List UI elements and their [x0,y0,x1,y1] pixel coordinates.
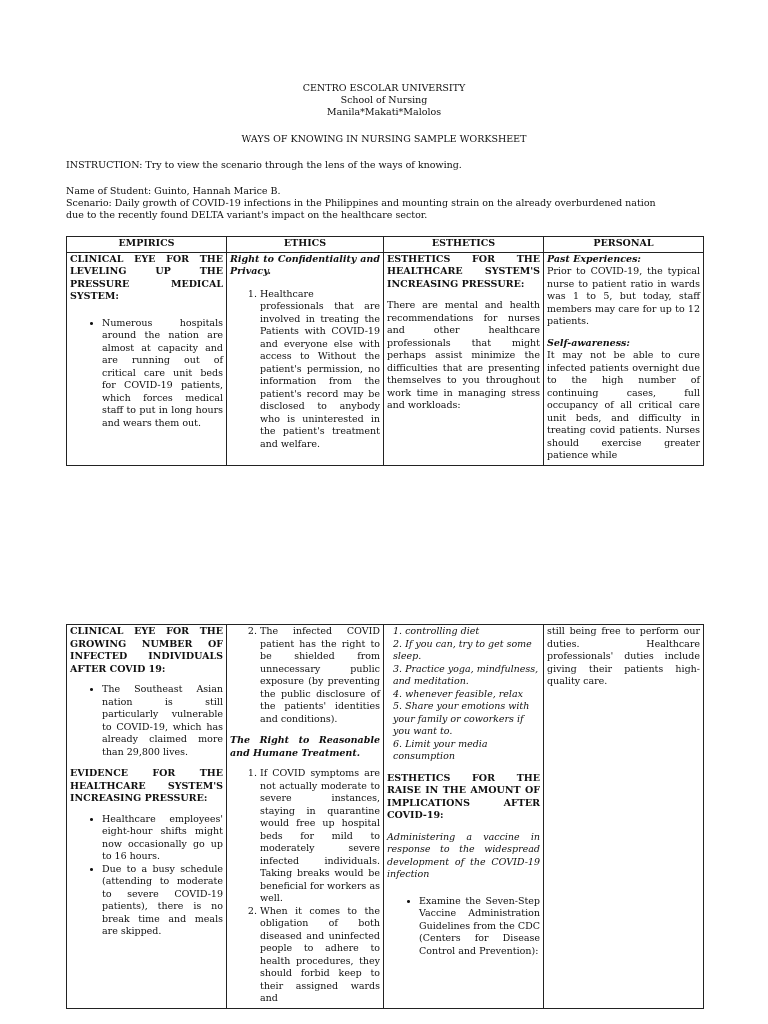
table-row [67,252,704,465]
past-experiences-heading: Past Experiences: [547,253,641,265]
list-item: 3. Practice yoga, mindfulness, and meditation. [393,663,539,687]
personal-continued-body: still being free to perform our duties. Healthcare professionals' duties include giving their patients high-quality care. [547,626,700,687]
self-awareness-heading: Self-awareness: [547,337,630,349]
scenario-line-1: Scenario: Daily growth of COVID-19 infections in the Philippines and mounting strain on the already overburdened nation [66,198,656,209]
self-awareness-body: It may not be able to cure infected patients overnight due to the high number of continuing cases, full occupancy of all critical care unit beds, and difficulty in treating covid patients. Nurses should exercise greater patience while [547,350,700,461]
list-item: 4. whenever feasible, relax [393,688,523,700]
scenario-line-2: due to the recently found DELTA variant's impact on the healthcare sector. [66,210,428,221]
ethics-subitem-2: 2. When it comes to the obligation of both diseased and uninfected people to adhere to health procedures, they should forbid keep to their assigned wards and [260,906,380,1006]
stress-tips-list [387,626,540,764]
list-item: 1. controlling diet [393,626,480,637]
university-name: CENTRO ESCOLAR UNIVERSITY [302,83,466,94]
empirics-bullet: • Numerous hospitals around the nation are almost at capacity and are running out of critical care unit beds for COVID-19 patients, which forces medical staff to put in long hours and wears them out. [102,318,223,431]
column-header-personal: PERSONAL [544,237,704,253]
document-header [0,83,768,119]
empirics-heading: CLINICAL EYE FOR THE LEVELING UP THE PRESSURE MEDICAL SYSTEM: [70,253,223,302]
table-header-row [67,237,704,253]
esthetics-heading: ESTHETICS FOR THE HEALTHCARE SYSTEM'S INCREASING PRESSURE: [387,253,540,290]
ethics-item-1: 1. Healthcare professionals that are involved in treating the Patients with COVID-19 and everyone else with access to Without the patient's permission, no information from the patient's record may be disclosed to anybody who is uninterested in the patient's treatment and welfare. [260,289,380,452]
esthetics-heading-implications: ESTHETICS FOR THE RAISE IN THE AMOUNT OF IMPLICATIONS AFTER COVID-19: [387,772,540,821]
column-header-esthetics: ESTHETICS [384,237,544,253]
empirics-heading-pressure: EVIDENCE FOR THE HEALTHCARE SYSTEM'S INCREASING PRESSURE: [70,768,223,804]
empirics-bullet-vulnerable: • The Southeast Asian nation is still particularly vulnerable to COVID-19, which has already claimed more than 29,800 lives. [102,684,223,759]
column-header-empirics: EMPIRICS [67,237,227,253]
ethics-cell [227,252,384,465]
empirics-bullet-schedule: • Due to a busy schedule (attending to moderate to severe COVID-19 patients), there is no break time and meals are skipped. [102,864,223,939]
column-header-ethics: ETHICS [227,237,384,253]
past-experiences-body: Prior to COVID-19, the typical nurse to patient ratio in wards was 1 to 5, but today, staff members may care for up to 12 patients. [547,266,700,327]
student-name: Name of Student: Guinto, Hannah Marice B. [66,186,281,197]
esthetics-cell [384,252,544,465]
school-name: School of Nursing [340,95,428,106]
instruction-text: INSTRUCTION: Try to view the scenario through the lens of the ways of knowing. [66,160,462,171]
empirics-cell [67,625,227,1009]
ethics-cell [227,625,384,1009]
worksheet-table-bottom [66,624,704,1009]
ethics-item-2: 2. The infected COVID patient has the right to be shielded from unnecessary public exposure (by preventing the public disclosure of the patients' identities and conditions). [260,626,380,726]
worksheet-title: WAYS OF KNOWING IN NURSING SAMPLE WORKSHEET [241,134,527,145]
empirics-cell [67,252,227,465]
list-item: 2. If you can, try to get some sleep. [393,638,532,662]
campus-list: Manila*Makati*Malolos [326,107,442,118]
worksheet-table-top [66,236,704,466]
empirics-heading-infected: CLINICAL EYE FOR THE GROWING NUMBER OF INFECTED INDIVIDUALS AFTER COVID 19: [70,626,223,675]
esthetics-bullet-cdc: • Examine the Seven-Step Vaccine Administration Guidelines from the CDC (Centers for Disease Control and Prevention): [419,896,540,959]
table-row [67,625,704,1009]
list-item: 5. Share your emotions with your family or coworkers if you want to. [393,701,530,737]
list-item: 6. Limit your media consumption [393,738,488,762]
esthetics-body: There are mental and health recommendations for nurses and other healthcare professionals that might perhaps assist minimize the difficulties that are presenting themselves to you throughout work time in managing stress and workloads: [387,300,540,411]
esthetics-vaccine-text: Administering a vaccine in response to the widespread development of the COVID-19 infection [387,831,540,880]
empirics-bullet-shifts: • Healthcare employees' eight-hour shifts might now occasionally go up to 16 hours. [102,814,223,864]
ethics-heading: Right to Confidentiality and Privacy. [230,253,380,277]
ethics-subitem-1: 1. If COVID symptoms are not actually moderate to severe instances, staying in quarantine would free up hospital beds for mild to moderately severe infected individuals. Taking breaks would be beneficial for workers as well. [260,768,380,906]
personal-cell [544,625,704,1009]
personal-cell [544,252,704,465]
ethics-heading-humane: The Right to Reasonable and Humane Treatment. [230,735,380,759]
esthetics-cell [384,625,544,1009]
